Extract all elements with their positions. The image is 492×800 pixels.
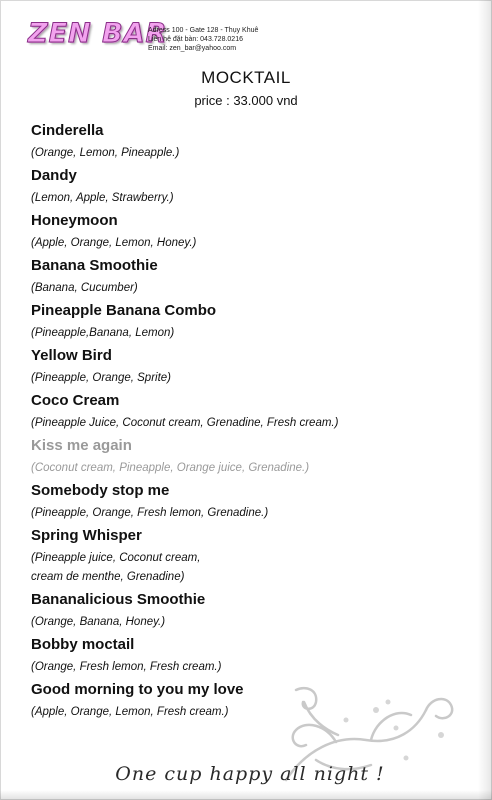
address-line: Adress 100 - Gate 128 - Thụy Khuê [148, 27, 259, 34]
menu-item [31, 122, 471, 161]
drink-ingredients: (Orange, Fresh lemon, Fresh cream.) [31, 661, 222, 673]
menu-item [31, 302, 471, 341]
section-price: price : 33.000 vnd [194, 93, 298, 108]
drink-ingredients: (Orange, Banana, Honey.) [31, 616, 166, 628]
drink-name: Spring Whisper [31, 527, 142, 544]
drink-name: Banana Smoothie [31, 257, 158, 274]
contact-info [148, 27, 258, 53]
drink-name: Dandy [31, 167, 77, 184]
drink-name: Cinderella [31, 122, 104, 139]
drink-name: Bobby moctail [31, 636, 135, 653]
page-shadow-bottom [0, 790, 492, 800]
menu-item [31, 591, 471, 630]
drink-ingredients: (Pineapple juice, Coconut cream, [31, 552, 201, 564]
drink-name: Bananalicious Smoothie [31, 591, 206, 608]
footer-slogan: One cup happy all night ! [115, 763, 385, 785]
mocktail-list [31, 122, 471, 726]
menu-item [31, 257, 471, 296]
menu-item [31, 636, 471, 675]
drink-name: Somebody stop me [31, 482, 170, 499]
drink-ingredients: (Lemon, Apple, Strawberry.) [31, 192, 174, 204]
drink-name: Honeymoon [31, 212, 118, 229]
drink-ingredients: (Pineapple Juice, Coconut cream, Grenadine, Fresh cream.) [31, 417, 339, 429]
drink-ingredients: (Apple, Orange, Lemon, Fresh cream.) [31, 706, 229, 718]
drink-name: Kiss me again [31, 437, 132, 454]
drink-name: Good morning to you my love [31, 681, 244, 698]
menu-item [31, 347, 471, 386]
drink-name: Coco Cream [31, 392, 120, 409]
menu-item [31, 212, 471, 251]
drink-ingredients: cream de menthe, Grenadine) [31, 571, 185, 583]
drink-ingredients: (Pineapple,Banana, Lemon) [31, 327, 175, 339]
page-shadow-right [478, 0, 492, 800]
drink-ingredients: (Banana, Cucumber) [31, 282, 138, 294]
drink-ingredients: (Orange, Lemon, Pineapple.) [31, 147, 180, 159]
menu-item [31, 392, 471, 431]
menu-item [31, 167, 471, 206]
drink-ingredients: (Pineapple, Orange, Fresh lemon, Grenadine.) [31, 507, 269, 519]
drink-ingredients: (Coconut cream, Pineapple, Orange juice, Grenadine.) [31, 462, 310, 474]
drink-name: Pineapple Banana Combo [31, 302, 217, 319]
email-line: Email: zen_bar@yahoo.com [148, 44, 237, 52]
section-title: MOCKTAIL [201, 68, 291, 87]
drink-name: Yellow Bird [31, 347, 112, 364]
menu-item [31, 437, 471, 476]
drink-ingredients: (Pineapple, Orange, Sprite) [31, 372, 171, 384]
phone-line: Liên hệ đặt bàn: 043.728.0216 [148, 35, 243, 43]
zen-bar-logo: ZEN BAR [28, 18, 168, 49]
menu-item [31, 482, 471, 521]
menu-item [31, 527, 471, 585]
drink-ingredients: (Apple, Orange, Lemon, Honey.) [31, 237, 197, 249]
